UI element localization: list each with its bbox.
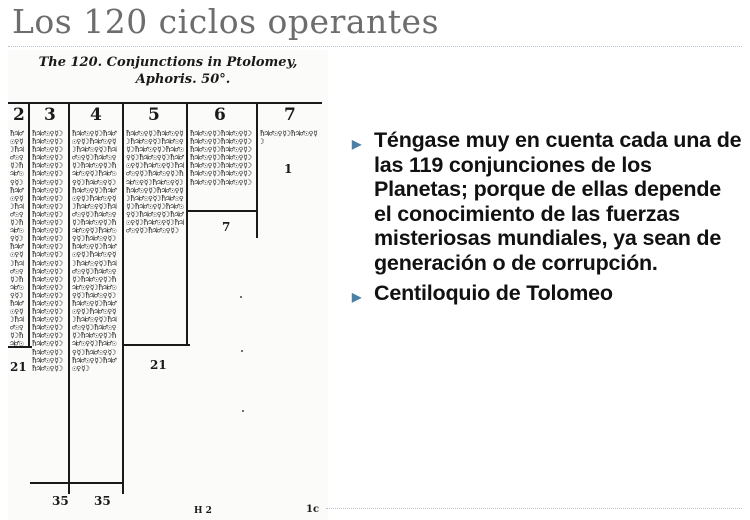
bullet-text: Téngase muy en cuenta cada una de las 119 conjunciones de los Planetas; porque de ellas depende el conocimiento de las fuerzas misteriosas mundiales, ya sean de generación o de corrupción. xyxy=(374,128,742,275)
column-number: 7 xyxy=(284,105,296,125)
slide-title: Los 120 ciclos operantes xyxy=(12,2,439,41)
column-number: 6 xyxy=(214,105,226,125)
column-number: 2 xyxy=(13,105,25,125)
planet-glyphs: ħ♃♂☉♀☿☽ħ♃♂☉♀☿☽ħ♃♂☉♀☿☽ħ♃♂☉♀☿☽ħ♃♂☉♀☿☽ħ♃♂☉♀☿☽ħ♃♂☉♀☿☽ħ♃♂☉♀☿☽ħ♃♂☉♀☿☽ħ♃♂☉♀☿☽ħ♃♂☉♀☿☽ħ♃♂☉♀☿☽ħ♃♂☉♀☿☽ħ♃♂☉♀☿☽ħ♃♂☉♀☿☽ħ♃♂☉♀☿☽ħ♃♂☉♀☿☽ħ♃♂☉♀☿☽ħ♃♂☉♀☿☽ħ♃♂☉♀☿☽ħ♃♂☉♀☿☽ħ♃♂☉♀☿☽ħ♃♂☉♀☿☽ħ♃♂☉♀☿☽ xyxy=(126,130,184,236)
tally-col-2: 21 xyxy=(10,360,27,374)
speck xyxy=(240,296,242,298)
tally-col-4-bottom: 35 xyxy=(94,494,111,508)
planet-glyphs: ħ♃♂☉♀☿☽ħ♃♂☉♀☿☽ xyxy=(260,130,318,147)
column-number: 5 xyxy=(148,105,160,125)
planet-glyphs: ħ♃♂☉♀☿☽ħ♃♂☉♀☿☽ħ♃♂☉♀☿☽ħ♃♂☉♀☿☽ħ♃♂☉♀☿☽ħ♃♂☉♀☿☽ħ♃♂☉♀☿☽ħ♃♂☉♀☿☽ħ♃♂☉♀☿☽ħ♃♂☉♀☿☽ħ♃♂☉♀☿☽ħ♃♂☉ xyxy=(10,130,24,348)
page-foot-right: 1c xyxy=(306,504,320,515)
speck xyxy=(241,350,243,352)
planet-glyphs: ħ♃♂☉♀☿☽ħ♃♂☉♀☿☽ħ♃♂☉♀☿☽ħ♃♂☉♀☿☽ħ♃♂☉♀☿☽ħ♃♂☉♀☿☽ħ♃♂☉♀☿☽ħ♃♂☉♀☿☽ħ♃♂☉♀☿☽ħ♃♂☉♀☿☽ħ♃♂☉♀☿☽ħ♃♂☉♀☿☽ħ♃♂☉♀☿☽ħ♃♂☉♀☿☽ħ♃♂☉♀☿☽ħ♃♂☉♀☿☽ħ♃♂☉♀☿☽ħ♃♂☉♀☿☽ħ♃♂☉♀☿☽ħ♃♂☉♀☿☽ħ♃♂☉♀☿☽ħ♃♂☉♀☿☽ħ♃♂☉♀☿☽ħ♃♂☉♀☿☽ħ♃♂☉♀☿☽ħ♃♂☉♀☿☽ħ♃♂☉♀☿☽ħ♃♂☉♀☿☽ħ♃♂☉♀☿☽ħ♃♂☉♀☿☽ xyxy=(32,130,63,373)
bullet-item xyxy=(352,128,744,275)
table-column-4 xyxy=(70,102,124,494)
bullet-arrow-icon: ▶ xyxy=(352,137,362,151)
scan-heading-line-1: The 120. Conjunctions in Ptolomey, xyxy=(38,55,298,70)
page-foot-left: H 2 xyxy=(194,506,212,516)
bullet-text: Centiloquio de Tolomeo xyxy=(374,281,613,305)
table-rule xyxy=(124,344,190,346)
bullet-list xyxy=(352,128,744,312)
footer-divider xyxy=(326,508,742,509)
planet-glyphs: ħ♃♂☉♀☿☽ħ♃♂☉♀☿☽ħ♃♂☉♀☿☽ħ♃♂☉♀☿☽ħ♃♂☉♀☿☽ħ♃♂☉♀☿☽ħ♃♂☉♀☿☽ħ♃♂☉♀☿☽ħ♃♂☉♀☿☽ħ♃♂☉♀☿☽ħ♃♂☉♀☿☽ħ♃♂☉♀☿☽ħ♃♂☉♀☿☽ħ♃♂☉♀☿☽ħ♃♂☉♀☿☽ħ♃♂☉♀☿☽ħ♃♂☉♀☿☽ħ♃♂☉♀☿☽ħ♃♂☉♀☿☽ħ♃♂☉♀☿☽ħ♃♂☉♀☿☽ħ♃♂☉♀☿☽ħ♃♂☉♀☿☽ħ♃♂☉♀☿☽ħ♃♂☉♀☿☽ħ♃♂☉♀☿☽ħ♃♂☉♀☿☽ħ♃♂☉♀☿☽ħ♃♂☉♀☿☽ħ♃♂☉♀☿☽ħ♃♂☉♀☿☽ħ♃♂☉♀☿☽ħ♃♂☉♀☿☽ħ♃♂☉♀☿☽ħ♃♂☉♀☿☽ħ♃♂☉♀☿☽ħ♃♂☉♀☿☽ħ♃♂☉♀☿☽ħ♃♂☉♀☿☽ħ♃♂☉♀☿☽ħ♃♂☉♀☿☽ħ♃♂☉♀☿☽ xyxy=(72,130,117,373)
scan-heading xyxy=(8,54,328,88)
table-column-3 xyxy=(30,102,70,494)
scanned-table-image xyxy=(8,50,328,520)
bullet-item xyxy=(352,281,744,306)
column-number: 3 xyxy=(44,105,56,125)
table-rule xyxy=(30,482,124,484)
table-column-5 xyxy=(124,102,188,344)
tally-col-5: 21 xyxy=(150,358,167,372)
table-column-6 xyxy=(188,102,258,238)
table-rule xyxy=(8,346,32,348)
column-number: 4 xyxy=(90,105,102,125)
table-rule xyxy=(188,210,258,212)
tally-col-3-bottom: 35 xyxy=(52,494,69,508)
speck xyxy=(242,410,244,412)
planet-glyphs: ħ♃♂☉♀☿☽ħ♃♂☉♀☿☽ħ♃♂☉♀☿☽ħ♃♂☉♀☿☽ħ♃♂☉♀☿☽ħ♃♂☉♀☿☽ħ♃♂☉♀☿☽ħ♃♂☉♀☿☽ħ♃♂☉♀☿☽ħ♃♂☉♀☿☽ħ♃♂☉♀☿☽ħ♃♂☉♀☿☽ħ♃♂☉♀☿☽ħ♃♂☉♀☿☽ xyxy=(190,130,252,187)
tally-col-6: 7 xyxy=(222,220,231,234)
tally-col-7: 1 xyxy=(284,162,293,176)
bullet-arrow-icon: ▶ xyxy=(352,290,362,304)
scan-heading-line-2: Aphoris. 50°. xyxy=(135,72,231,87)
table-column-2 xyxy=(8,102,30,348)
title-divider xyxy=(8,46,742,47)
table-column-7 xyxy=(258,102,322,156)
